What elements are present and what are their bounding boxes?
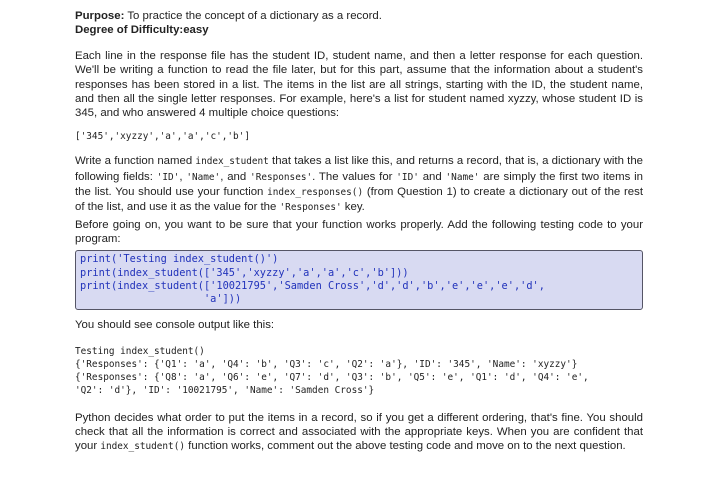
purpose-label: Purpose: [75, 10, 125, 22]
instructions-paragraph: Write a function named index_student that takes a list like this, and returns a record, that is, a dictionary with the following fields: 'ID', 'Name', and 'Responses'. The values for 'ID' and 'Name' are simply the first two items in the list. You should use your function index_responses() (from Question 1) to create a dictionary out of the rest of the list, and use it as the value for the 'Responses' key. [75, 155, 644, 214]
output-line: 'Q2': 'd'}, 'ID': '10021795', 'Name': 'Samden Cross'} [75, 385, 375, 397]
closing-paragraph: Python decides what order to put the items in a record, so if you get a different ordering, that's fine. You should check that all the information is correct and associated with the appropriate keys. When you are confident that your index_student() function works, comment out the above testing code and move on to the next question. [75, 411, 643, 453]
output-line: {'Responses': {'Q1': 'a', 'Q4': 'b', 'Q3': 'c', 'Q2': 'a'}, 'ID': '345', 'Name': 'xyzzy'} [75, 358, 578, 370]
example-list: ['345','xyzzy','a','a','c','b'] [75, 131, 250, 143]
testing-paragraph: Before going on, you want to be sure that your function works properly. Add the following testing code to your program: [75, 218, 643, 245]
difficulty-line: Degree of Difficulty:easy [75, 24, 209, 36]
console-output [75, 345, 643, 398]
output-line: {'Responses': {'Q8': 'a', 'Q6': 'e', 'Q7': 'd', 'Q3': 'b', 'Q5': 'e', 'Q1': 'd', 'Q4': 'e', [75, 372, 589, 384]
code-block [75, 250, 643, 310]
purpose-text: To practice the concept of a dictionary as a record. [127, 10, 382, 22]
console-intro: You should see console output like this: [75, 319, 275, 332]
code-line: 'a'])) [80, 293, 242, 306]
code-line: print(index_student(['345','xyzzy','a','a','c','b'])) [80, 266, 409, 279]
code-line: print('Testing index_student()') [80, 253, 279, 266]
output-line: Testing index_student() [75, 345, 205, 357]
document-page [75, 9, 643, 454]
intro-paragraph: Each line in the response file has the student ID, student name, and then a letter response for each question. We'll be writing a function to read the file later, but for this part, assume that the information about a student's responses has been stored in a list. The items in the list are all strings, starting with the ID, the student name, and then all the single letter responses. For example, here's a list for student named xyzzy, whose student ID is 345, and who answered 4 multiple choice questions: [75, 50, 643, 120]
code-line: print(index_student(['10021795','Samden Cross','d','d','b','e','e','e','d', [80, 279, 545, 292]
purpose-line [75, 9, 643, 23]
